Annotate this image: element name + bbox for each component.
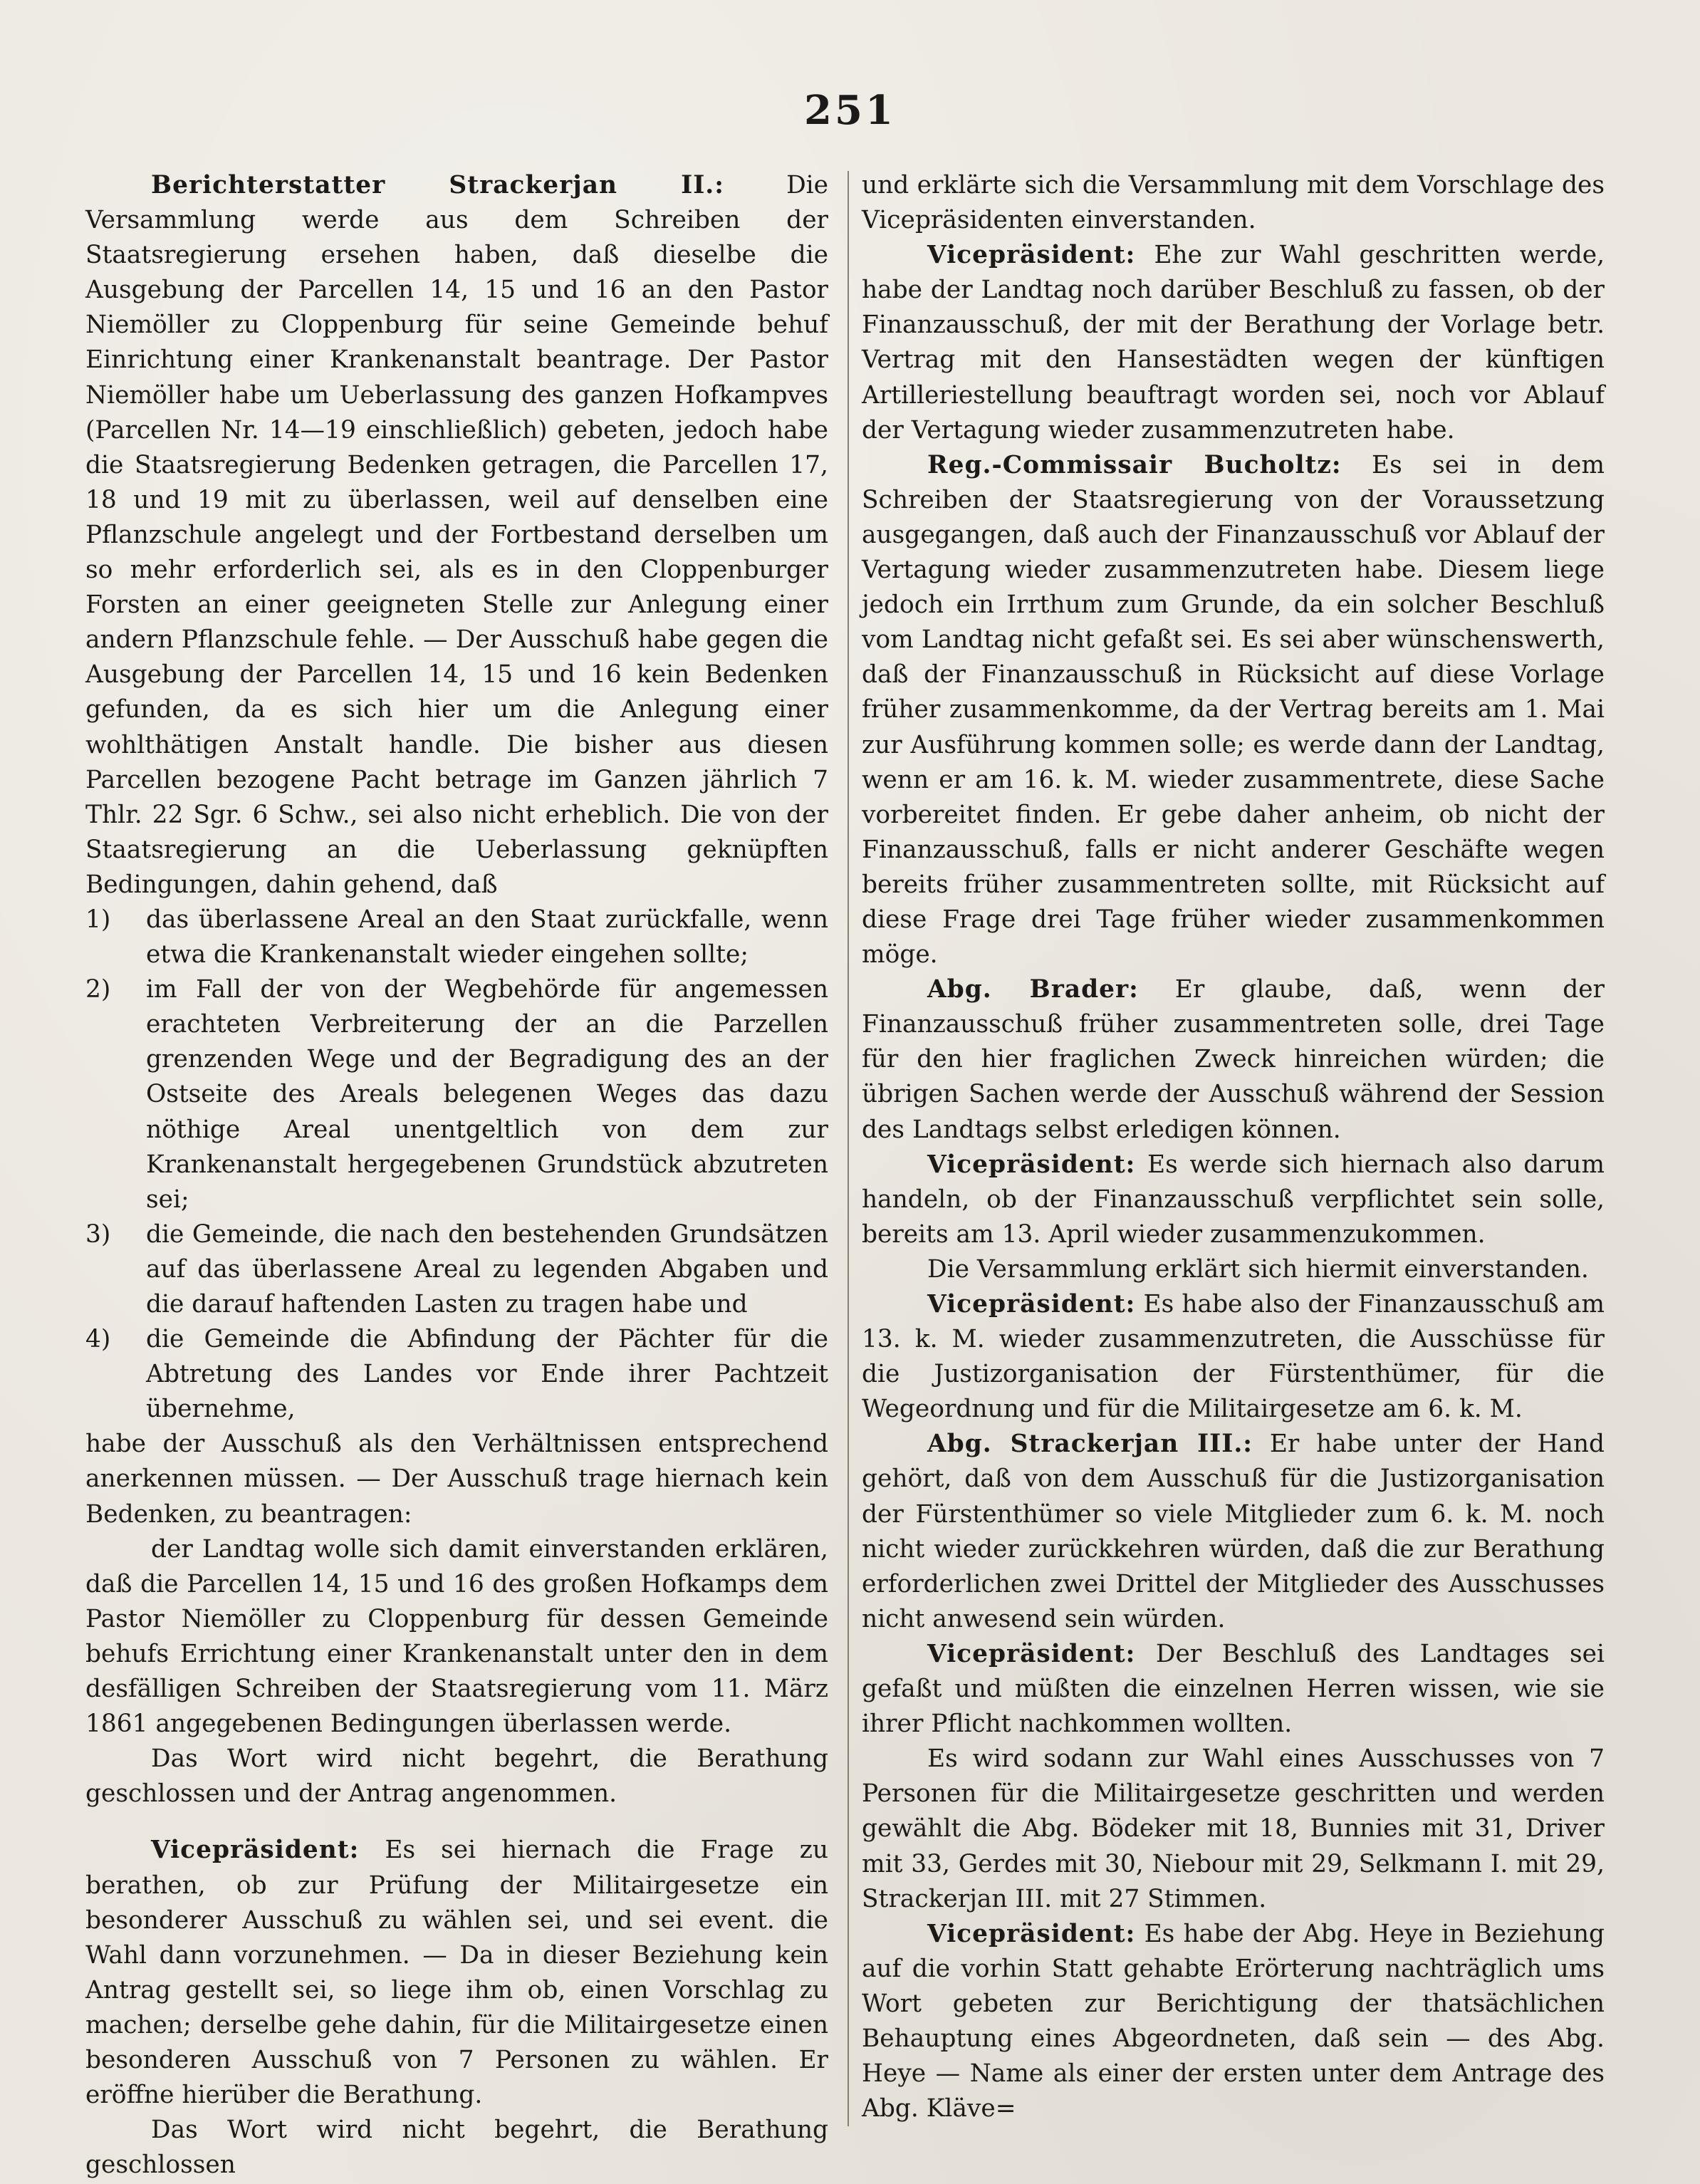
continuation-paragraph: habe der Ausschuß als den Verhältnissen entsprechend anerkennen müssen. — Der Ausschuß trage hiernach kein Bedenken, zu beantragen: [85,1430,828,1529]
speaker-name: Vicepräsident: [927,1150,1136,1179]
speech-paragraph [85,1833,828,2113]
speech-paragraph [862,1637,1605,1742]
speech-text: Er glaube, daß, wenn der Finanzausschuß früher zusammentreten solle, drei Tage für den hier fraglichen Zweck hinreichen würden; die übrigen Sachen werde der Ausschuß während der Session des Landtags selbst erledigen können. [862,975,1605,1144]
speech-paragraph [862,1917,1605,2127]
condition-number: 1) [85,905,111,934]
left-column [85,168,828,2183]
speech-text: Ehe zur Wahl geschritten werde, habe der Landtag noch darüber Beschluß zu fassen, ob der Finanzausschuß, der mit der Berathung der Vorlage betr. Vertrag mit den Hansestädten wegen der künftigen Artilleriestellung beauftragt worden sei, noch vor Ablauf der Vertagung wieder zusammenzutreten habe. [862,241,1605,444]
paragraph: Es wird sodann zur Wahl eines Ausschusses von 7 Personen für die Militairgesetze geschritten und werden gewählt die Abg. Bödeker mit 18, Bunnies mit 31, Driver mit 33, Gerdes mit 30, Niebour mit 29, Selkmann I. mit 29, Strackerjan III. mit 27 Stimmen. [862,1744,1605,1913]
speaker-name: Vicepräsident: [151,1836,360,1865]
speaker-name: Vicepräsident: [927,1639,1136,1668]
speaker-name: Abg. Strackerjan III.: [927,1430,1253,1459]
condition-text: das überlassene Areal an den Staat zurückfalle, wenn etwa die Krankenanstalt wieder eingehen sollte; [146,905,828,969]
motion-text: der Landtag wolle sich damit einverstanden erklären, daß die Parcellen 14, 15 und 16 des großen Hofkamps dem Pastor Niemöller zu Cloppenburg für dessen Gemeinde behufs Errichtung einer Krankenanstalt unter den in dem desfälligen Schreiben der Staatsregierung vom 11. März 1861 angegebenen Bedingungen überlassen werde. [85,1534,828,1739]
speech-text: Es werde sich hiernach also darum handeln, ob der Finanzausschuß verpflichtet sein solle, bereits am 13. April wieder zusammenzukommen. [862,1150,1605,1249]
speech-paragraph [862,448,1605,972]
speech-text: Es habe der Abg. Heye in Beziehung auf die vorhin Statt gehabte Erörterung nachträglich ums Wort gebeten zur Berichtigung der thatsächlichen Behauptung eines Abgeordneten, daß sein — des Abg. Heye — Name als einer der ersten unter dem Antrage des Abg. Kläve= [862,1919,1605,2123]
speech-text: Er habe unter der Hand gehört, daß von dem Ausschuß für die Justizorganisation der Fürstenthümer so viele Mitglieder zum 6. k. M. noch nicht wieder zurückkehren würden, daß die zur Berathung erforderlichen zwei Drittel der Mitglieder des Ausschusses nicht anwesend sein würden. [862,1430,1605,1633]
column-divider [848,171,849,2126]
speaker-name: Vicepräsident: [927,1290,1136,1319]
speech-paragraph [862,1287,1605,1427]
speech-paragraph [85,168,828,903]
speaker-name: Vicepräsident: [927,241,1136,270]
page-number: 251 [804,87,896,134]
speech-text: Es habe also der Finanzausschuß am 13. k. M. wieder zusammenzutreten, die Ausschüsse für die Justizorganisation der Fürstenthümer, für die Wegeordnung und für die Militairgesetze am 6. k. M. [862,1290,1605,1424]
speech-text: Es sei hiernach die Frage zu berathen, ob zur Prüfung der Militairgesetze ein besonderer Ausschuß zu wählen sei, und sei event. die Wahl dann vorzunehmen. — Da in dieser Beziehung kein Antrag gestellt sei, so liege ihm ob, einen Vorschlag zu machen; derselbe gehe dahin, für die Militairgesetze einen besonderen Ausschuß von 7 Personen zu wählen. Er eröffne hierüber die Berathung. [85,1836,828,2110]
numbered-condition [85,903,828,972]
paragraph: Das Wort wird nicht begehrt, die Berathung geschlossen [85,2116,828,2180]
speaker-name: Vicepräsident: [927,1919,1136,1948]
condition-text: die Gemeinde, die nach den bestehenden Grundsätzen auf das überlassene Areal zu legenden Abgaben und die darauf haftenden Lasten zu tragen habe und [146,1220,828,1319]
continuation-paragraph: und erklärte sich die Versammlung mit dem Vorschlage des Vicepräsidenten einverstanden. [862,171,1605,235]
condition-text: im Fall der von der Wegbehörde für angemessen erachteten Verbreiterung der an die Parzellen grenzenden Wege und der Begradigung des an der Ostseite des Areals belegenen Weges das dazu nöthige Areal unentgeltlich von dem zur Krankenanstalt hergegebenen Grundstück abzutreten sei; [146,975,828,1214]
paragraph: Das Wort wird nicht begehrt, die Berathung geschlossen und der Antrag angenommen. [85,1744,828,1809]
condition-number: 4) [85,1325,111,1354]
speech-paragraph [862,1427,1605,1637]
numbered-condition [85,972,828,1217]
paragraph-gap [85,1811,828,1833]
speech-text: Die Versammlung werde aus dem Schreiben der Staatsregierung ersehen haben, daß dieselbe die Ausgebung der Parcellen 14, 15 und 16 an den Pastor Niemöller zu Cloppenburg für seine Gemeinde behuf Einrichtung einer Krankenanstalt beantrage. Der Pastor Niemöller habe um Ueberlassung des ganzen Hofkampves (Parcellen Nr. 14—19 einschließlich) gebeten, jedoch habe die Staatsregierung Bedenken getragen, die Parcellen 17, 18 und 19 mit zu überlassen, weil auf denselben eine Pflanzschule angelegt und der Fortbestand derselben um so mehr erforderlich sei, als es in den Cloppenburger Forsten an einer geeigneten Stelle zur Anlegung einer andern Pflanzschule fehle. — Der Ausschuß habe gegen die Ausgebung der Parcellen 14, 15 und 16 kein Bedenken gefunden, da es sich hier um die Anlegung einer wohlthätigen Anstalt handle. Die bisher aus diesen Parcellen bezogene Pacht betrage im Ganzen jährlich 7 Thlr. 22 Sgr. 6 Schw., sei also nicht erheblich. Die von der Staatsregierung an die Ueberlassung geknüpften Bedingungen, dahin gehend, daß [85,171,829,899]
speaker-name: Berichterstatter Strackerjan II.: [151,171,724,199]
speaker-name: Abg. Brader: [927,975,1139,1004]
numbered-condition [85,1217,828,1322]
condition-number: 3) [85,1220,111,1249]
speech-paragraph [862,1148,1605,1252]
right-column [862,168,1605,2126]
speaker-name: Reg.-Commissair Bucholtz: [927,450,1342,479]
speech-text: Es sei in dem Schreiben der Staatsregierung von der Voraussetzung ausgegangen, daß auch der Finanzausschuß vor Ablauf der Vertagung wieder zusammenzutreten habe. Diesem liege jedoch ein Irrthum zum Grunde, da ein solcher Beschluß vom Landtag nicht gefaßt sei. Es sei aber wünschenswerth, daß der Finanzausschuß in Rücksicht auf diese Vorlage früher zusammenkomme, da der Vertrag bereits am 1. Mai zur Ausführung kommen solle; es werde dann der Landtag, wenn er am 16. k. M. wieder zusammentrete, diese Sache vorbereitet finden. Er gebe daher anheim, ob nicht der Finanzausschuß, falls er nicht anderer Geschäfte wegen bereits früher zusammentreten sollte, mit Rücksicht auf diese Frage drei Tage früher wieder zusammenkommen möge. [862,450,1605,969]
speech-paragraph [862,972,1605,1147]
condition-number: 2) [85,975,111,1004]
numbered-condition [85,1322,828,1427]
speech-paragraph [862,238,1605,448]
condition-text: die Gemeinde die Abfindung der Pächter für die Abtretung des Landes vor Ende ihrer Pachtzeit übernehme, [146,1325,828,1424]
speech-text: Der Beschluß des Landtages sei gefaßt und müßten die einzelnen Herren wissen, wie sie ihrer Pflicht nachkommen wollten. [862,1639,1605,1739]
paragraph: Die Versammlung erklärt sich hiermit einverstanden. [927,1254,1589,1284]
